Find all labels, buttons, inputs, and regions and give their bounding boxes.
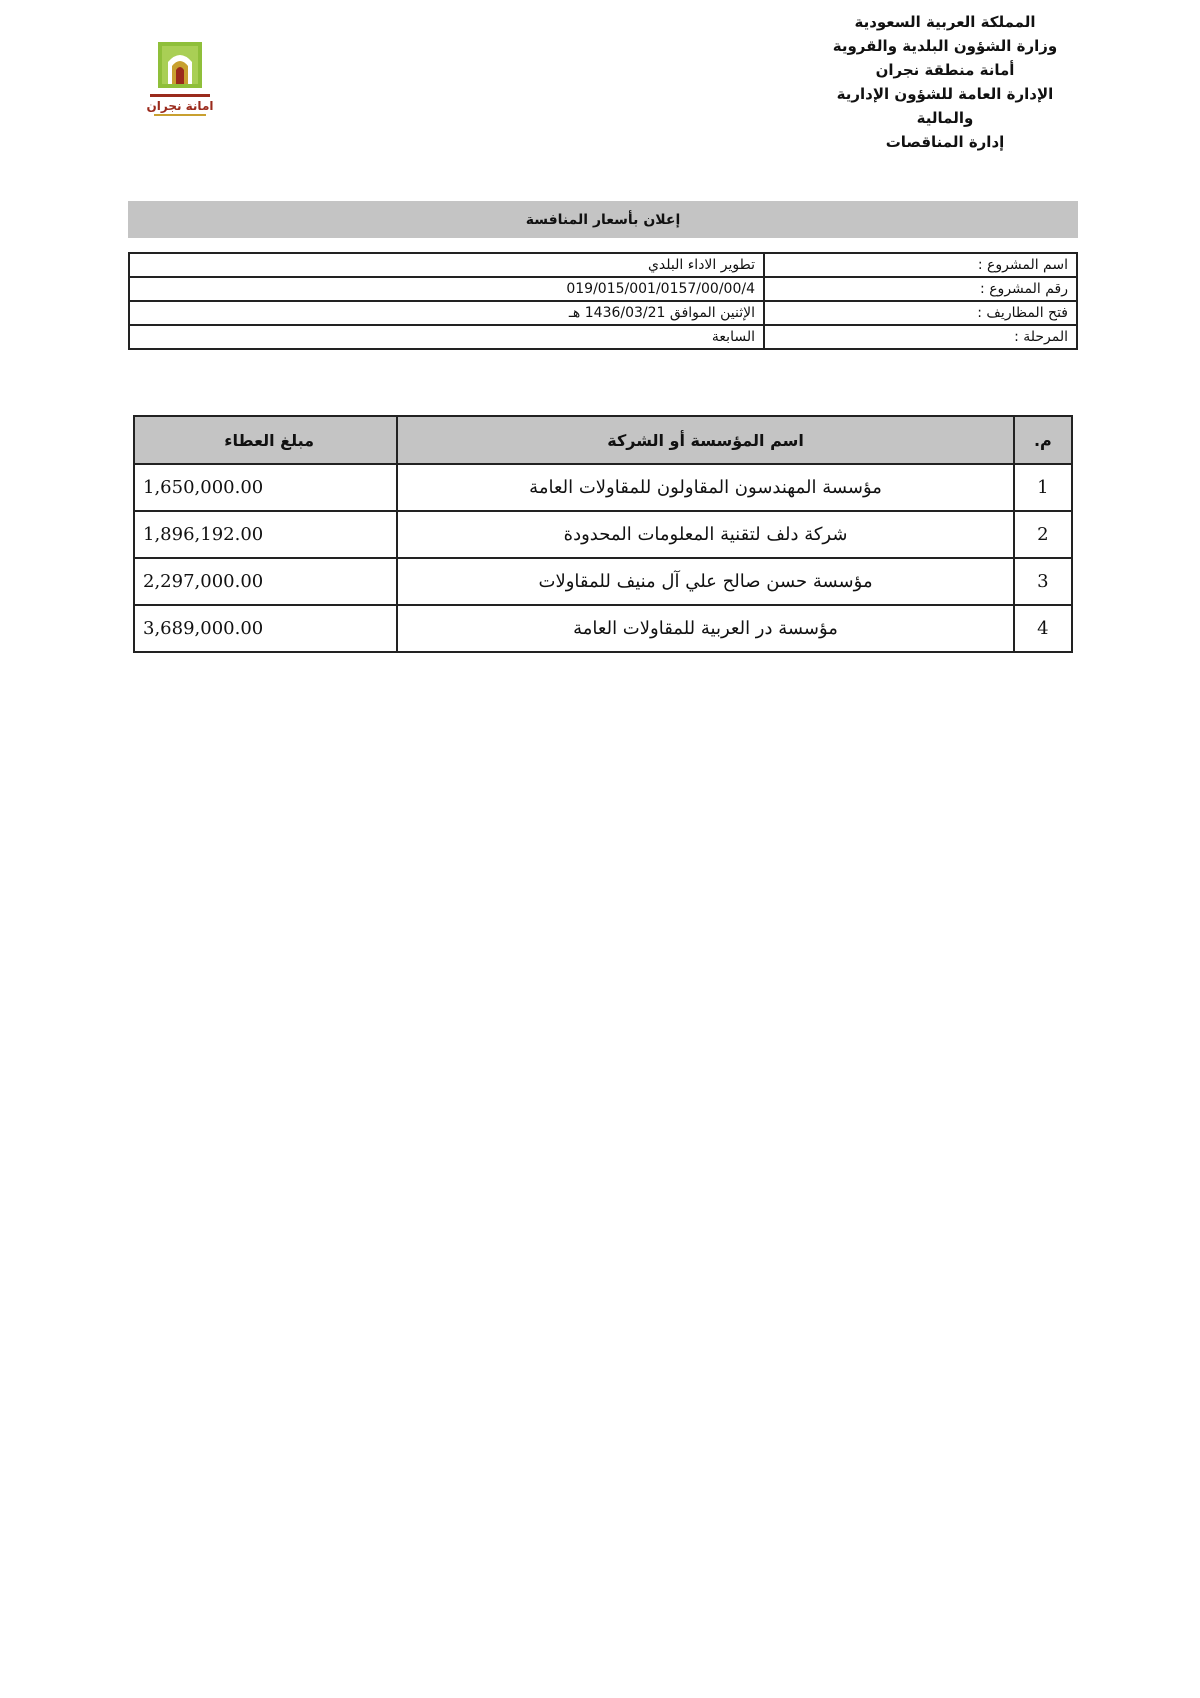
logo-text: امانة نجران bbox=[146, 99, 214, 113]
company-name: شركة دلف لتقنية المعلومات المحدودة bbox=[397, 511, 1013, 558]
letterhead-line: والمالية bbox=[916, 109, 974, 127]
bid-amount: 3,689,000.00 bbox=[134, 605, 397, 652]
stage-label: المرحلة : bbox=[764, 325, 1077, 349]
row-number: 3 bbox=[1014, 558, 1072, 605]
letterhead-line: إدارة المناقصات bbox=[885, 133, 1005, 151]
company-name: مؤسسة المهندسون المقاولون للمقاولات العامة bbox=[397, 464, 1013, 511]
header-bid-amount: مبلغ العطاء bbox=[134, 416, 397, 464]
project-info-row bbox=[129, 325, 1077, 349]
company-name: مؤسسة در العربية للمقاولات العامة bbox=[397, 605, 1013, 652]
project-name-value: تطوير الاداء البلدي bbox=[129, 253, 764, 277]
project-info-table bbox=[128, 252, 1078, 350]
bid-amount: 1,896,192.00 bbox=[134, 511, 397, 558]
letterhead-line: أمانة منطقة نجران bbox=[875, 61, 1015, 79]
row-number: 1 bbox=[1014, 464, 1072, 511]
bid-amount: 1,650,000.00 bbox=[134, 464, 397, 511]
project-number-value: 019/015/001/0157/00/00/4 bbox=[129, 277, 764, 301]
envelope-opening-label: فتح المظاريف : bbox=[764, 301, 1077, 325]
bids-header-row bbox=[134, 416, 1072, 464]
project-info-row bbox=[129, 301, 1077, 325]
bid-amount: 2,297,000.00 bbox=[134, 558, 397, 605]
stage-value: السابعة bbox=[129, 325, 764, 349]
project-number-label: رقم المشروع : bbox=[764, 277, 1077, 301]
project-info-row bbox=[129, 277, 1077, 301]
letterhead-line: الإدارة العامة للشؤون الإدارية bbox=[836, 85, 1054, 103]
project-name-label: اسم المشروع : bbox=[764, 253, 1077, 277]
company-name: مؤسسة حسن صالح علي آل منيف للمقاولات bbox=[397, 558, 1013, 605]
announcement-title: إعلان بأسعار المنافسة bbox=[128, 201, 1078, 238]
table-row bbox=[134, 511, 1072, 558]
letterhead-line: وزارة الشؤون البلدية والقروية bbox=[832, 37, 1058, 55]
table-row bbox=[134, 605, 1072, 652]
table-row bbox=[134, 464, 1072, 511]
envelope-opening-value: الإثنين الموافق 1436/03/21 هـ bbox=[129, 301, 764, 325]
bids-table bbox=[133, 415, 1073, 653]
project-info-row bbox=[129, 253, 1077, 277]
letterhead-line: المملكة العربية السعودية bbox=[854, 13, 1036, 31]
table-row bbox=[134, 558, 1072, 605]
header-company-name: اسم المؤسسة أو الشركة bbox=[397, 416, 1013, 464]
letterhead bbox=[815, 10, 1075, 154]
header-number: م. bbox=[1014, 416, 1072, 464]
najran-municipality-logo bbox=[140, 40, 220, 120]
row-number: 2 bbox=[1014, 511, 1072, 558]
row-number: 4 bbox=[1014, 605, 1072, 652]
